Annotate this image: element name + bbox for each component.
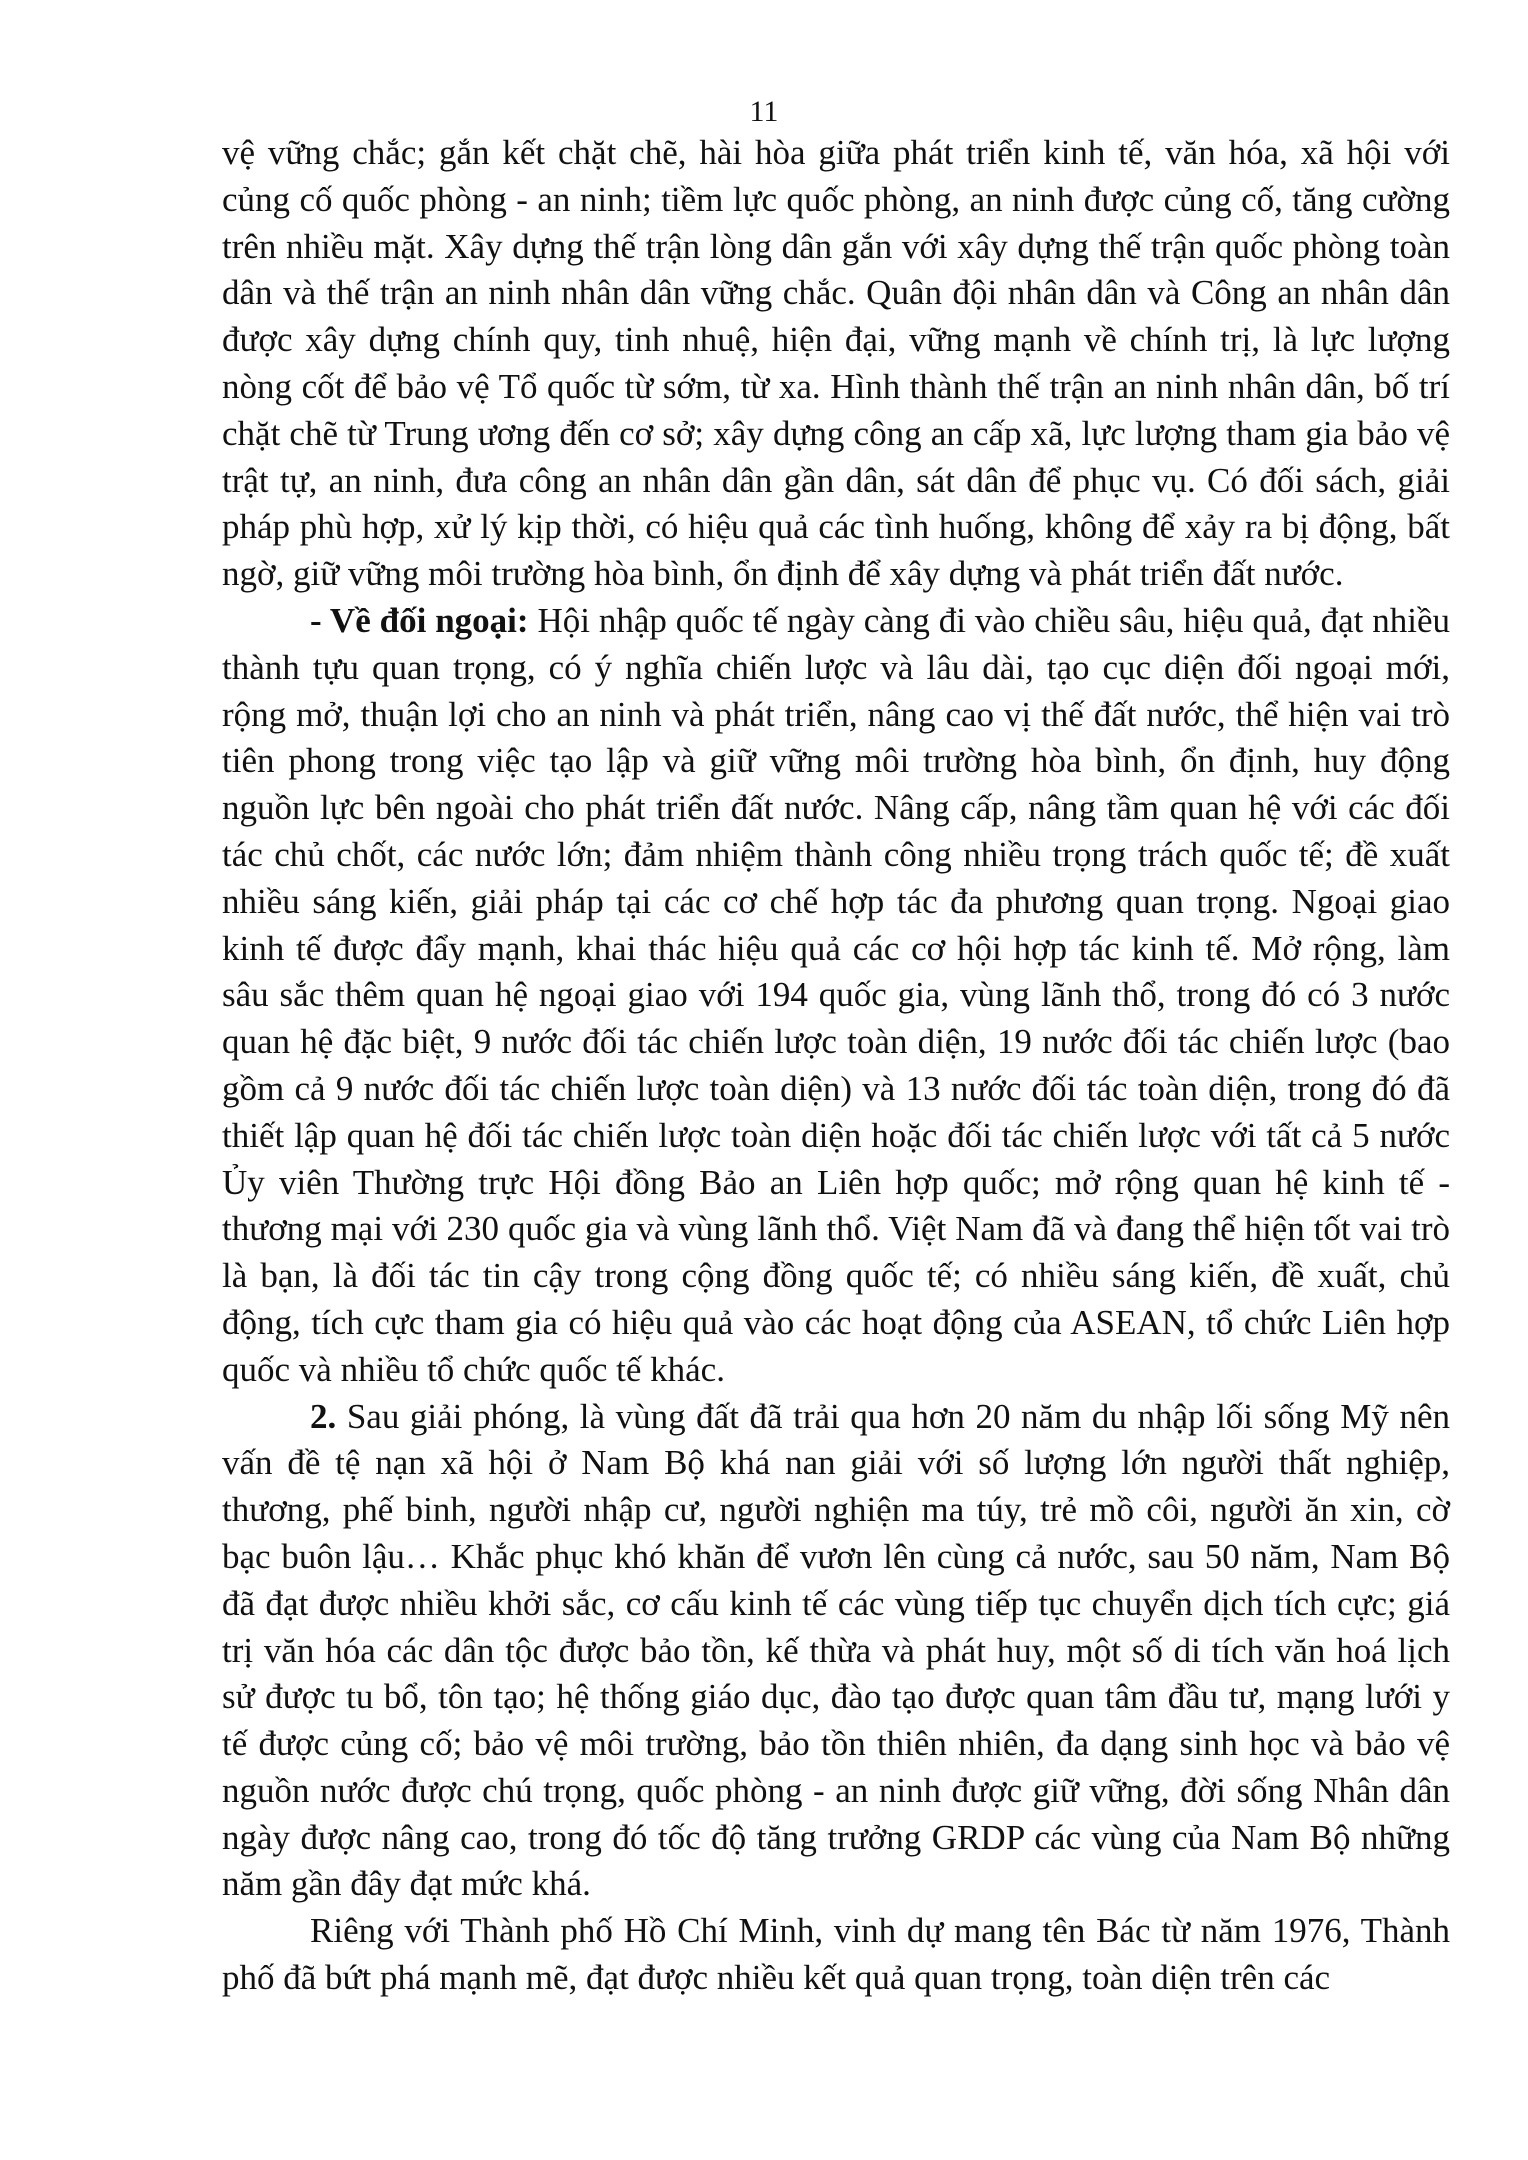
paragraph-southern-region (222, 1394, 1450, 1909)
paragraph-lead: - Về đối ngoại: (310, 600, 529, 640)
paragraph-lead: 2. (310, 1396, 337, 1436)
paragraph-text: vệ vững chắc; gắn kết chặt chẽ, hài hòa giữa phát triển kinh tế, văn hóa, xã hội với củng cố quốc phòng - an ninh; tiềm lực quốc phòng, an ninh được củng cố, tăng cường trên nhiều mặt. Xây dựng thế trận lòng dân gắn với xây dựng thế trận quốc phòng toàn dân và thế trận an ninh nhân dân vững chắc. Quân đội nhân dân và Công an nhân dân được xây dựng chính quy, tinh nhuệ, hiện đại, vững mạnh về chính trị, là lực lượng nòng cốt để bảo vệ Tổ quốc từ sớm, từ xa. Hình thành thế trận an ninh nhân dân, bố trí chặt chẽ từ Trung ương đến cơ sở; xây dựng công an cấp xã, lực lượng tham gia bảo vệ trật tự, an ninh, đưa công an nhân dân gần dân, sát dân để phục vụ. Có đối sách, giải pháp phù hợp, xử lý kịp thời, có hiệu quả các tình huống, không để xảy ra bị động, bất ngờ, giữ vững môi trường hòa bình, ổn định để xây dựng và phát triển đất nước. (222, 133, 1450, 594)
paragraph-foreign-affairs (222, 598, 1450, 1394)
paragraph-national-defense (222, 130, 1450, 598)
paragraph-text: Sau giải phóng, là vùng đất đã trải qua hơn 20 năm du nhập lối sống Mỹ nên vấn đề tệ nạn xã hội ở Nam Bộ khá nan giải với số lượng lớn người thất nghiệp, thương, phế binh, người nhập cư, người nghiện ma túy, trẻ mồ côi, người ăn xin, cờ bạc buôn lậu… Khắc phục khó khăn để vươn lên cùng cả nước, sau 50 năm, Nam Bộ đã đạt được nhiều khởi sắc, cơ cấu kinh tế các vùng tiếp tục chuyển dịch tích cực; giá trị văn hóa các dân tộc được bảo tồn, kế thừa và phát huy, một số di tích văn hoá lịch sử được tu bổ, tôn tạo; hệ thống giáo dục, đào tạo được quan tâm đầu tư, mạng lưới y tế được củng cố; bảo vệ môi trường, bảo tồn thiên nhiên, đa dạng sinh học và bảo vệ nguồn nước được chú trọng, quốc phòng - an ninh được giữ vững, đời sống Nhân dân ngày được nâng cao, trong đó tốc độ tăng trưởng GRDP các vùng của Nam Bộ những năm gần đây đạt mức khá. (222, 1396, 1450, 1904)
document-body (222, 130, 1450, 2002)
page-number: 11 (749, 95, 779, 128)
paragraph-ho-chi-minh-city (222, 1908, 1450, 2002)
paragraph-text: Hội nhập quốc tế ngày càng đi vào chiều sâu, hiệu quả, đạt nhiều thành tựu quan trọng, có ý nghĩa chiến lược và lâu dài, tạo cục diện đối ngoại mới, rộng mở, thuận lợi cho an ninh và phát triển, nâng cao vị thế đất nước, thể hiện vai trò tiên phong trong việc tạo lập và giữ vững môi trường hòa bình, ổn định, huy động nguồn lực bên ngoài cho phát triển đất nước. Nâng cấp, nâng tầm quan hệ với các đối tác chủ chốt, các nước lớn; đảm nhiệm thành công nhiều trọng trách quốc tế; đề xuất nhiều sáng kiến, giải pháp tại các cơ chế hợp tác đa phương quan trọng. Ngoại giao kinh tế được đẩy mạnh, khai thác hiệu quả các cơ hội hợp tác kinh tế. Mở rộng, làm sâu sắc thêm quan hệ ngoại giao với 194 quốc gia, vùng lãnh thổ, trong đó có 3 nước quan hệ đặc biệt, 9 nước đối tác chiến lược toàn diện, 19 nước đối tác chiến lược (bao gồm cả 9 nước đối tác chiến lược toàn diện) và 13 nước đối tác toàn diện, trong đó đã thiết lập quan hệ đối tác chiến lược toàn diện hoặc đối tác chiến lược với tất cả 5 nước Ủy viên Thường trực Hội đồng Bảo an Liên hợp quốc; mở rộng quan hệ kinh tế - thương mại với 230 quốc gia và vùng lãnh thổ. Việt Nam đã và đang thể hiện tốt vai trò là bạn, là đối tác tin cậy trong cộng đồng quốc tế; có nhiều sáng kiến, đề xuất, chủ động, tích cực tham gia có hiệu quả vào các hoạt động của ASEAN, tổ chức Liên hợp quốc và nhiều tổ chức quốc tế khác. (222, 600, 1450, 1389)
paragraph-text: Riêng với Thành phố Hồ Chí Minh, vinh dự mang tên Bác từ năm 1976, Thành phố đã bứt phá mạnh mẽ, đạt được nhiều kết quả quan trọng, toàn diện trên các (222, 1911, 1450, 1998)
